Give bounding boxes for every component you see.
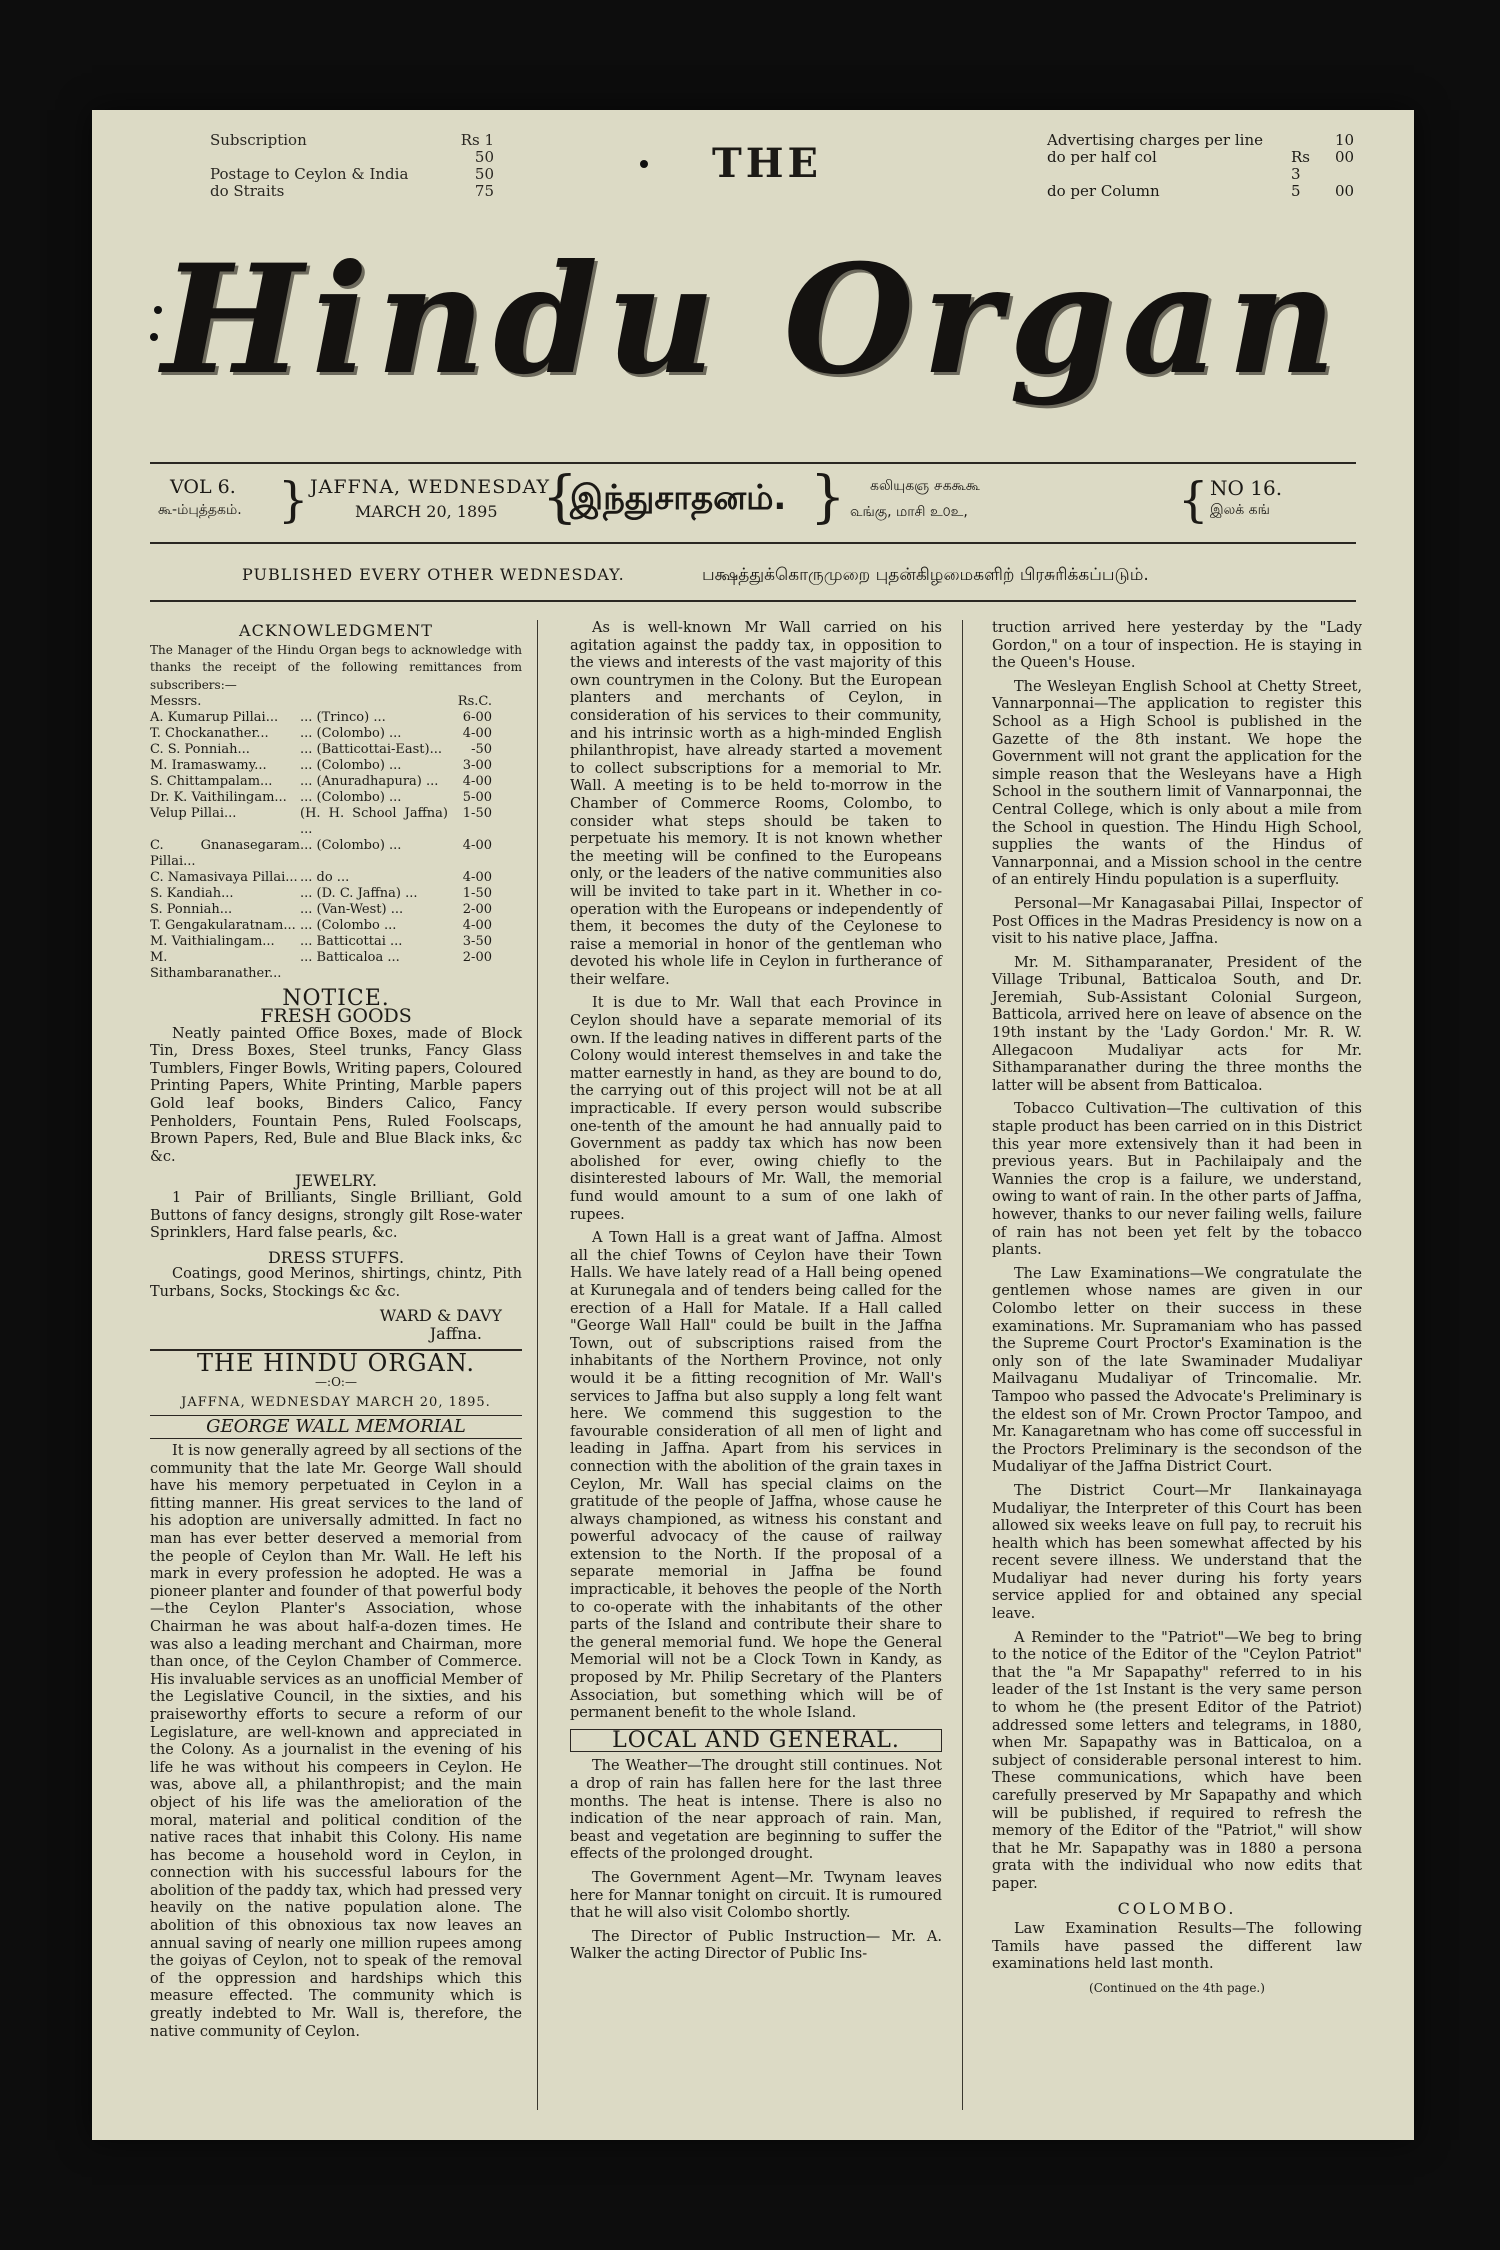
continued-note: (Continued on the 4th page.) bbox=[1089, 1980, 1265, 1995]
header-rule bbox=[150, 542, 1356, 544]
article-paragraph: The Weather—The drought still continues. Not a drop of rain has fallen here for the last three months. The heat is intense. There is also no indication of the near approach of rain. Man, beast and vegetation are beginning to suffer the effects of the prolonged drought. bbox=[570, 1758, 942, 1863]
article-paragraph: It is now generally agreed by all sections of the community that the late Mr. George Wall should have his memory perpetuated in Ceylon in a fitting manner. His great services to the land of his adoption are universally admitted. In fact no man has ever better deserved a memorial from the people of Ceylon than Mr. Wall. He left his mark in every profession he adopted. He was a pioneer planter and founder of that powerful body—the Ceylon Planter's Association, whose Chairman he was about half-a-dozen times. He was also a leading merchant and Chairman, more than once, of the Ceylon Chamber of Commerce. His invaluable services as an unofficial Member of the Legislative Council, in the sixties, and his praiseworthy efforts to secure a reform of our Legislature, are well-known and appreciated in the Colony. As a journalist in the evening of his life he was without his compeers in Ceylon. He was, above all, a philanthropist; and the main object of his life was the amelioration of the moral, material and political condition of the native races that inhabit this Colony. His name has become a household word in Ceylon, in connection with his successful labours for the abolition of the paddy tax, which had pressed very heavily on the native population alone. The abolition of this obnoxious tax now leaves an annual saving of nearly one million rupees among the goiyas of Ceylon, not to speak of the removal of the oppression and hardships which this measure effected. The community which is greatly indebted to Mr. Wall is, therefore, the native community of Ceylon. bbox=[150, 1443, 522, 2040]
column-2 bbox=[570, 620, 942, 1970]
jewelry-heading: JEWELRY. bbox=[295, 1171, 377, 1191]
column-1 bbox=[150, 620, 522, 2047]
place-date: JAFFNA, WEDNESDAY bbox=[310, 476, 550, 498]
local-general-heading: LOCAL AND GENERAL. bbox=[570, 1729, 942, 1753]
article-paragraph: Mr. M. Sithamparanater, President of the Village Tribunal, Batticaloa South, and Dr. Jeremiah, Sub-Assistant Colonial Surgeon, Batticola, arrived here on leave of absence on the 19th instant by the 'Lady Gordon.' Mr. R. W. Allegacoon Mudaliyar acts for Mr. Sithamparanather during the three months the latter will be absent from Batticaloa. bbox=[992, 954, 1362, 1094]
header-rule bbox=[150, 462, 1356, 464]
advertising-rates bbox=[1047, 132, 1365, 200]
subscription-row: Subscription Rs 1 50 bbox=[210, 131, 494, 166]
memorial-heading: GEORGE WALL MEMORIAL bbox=[150, 1415, 522, 1439]
list-item: S. Ponniah... ... (Van-West) ... 2-00 bbox=[150, 902, 492, 918]
acknowledgment-list bbox=[150, 694, 522, 982]
margin-mark bbox=[154, 306, 162, 314]
article-paragraph: The Law Examinations—We congratulate the gentlemen whose names are given in our Colombo letter on their success in these examinations. Mr. Supramaniam who has passed the Supreme Court Proctor's Examination is the only son of the late Swaminader Mudaliyar Mailvaganu Mudaliyar of Trincomalie. Mr. Tampoo who passed the Advocate's Preliminary is the eldest son of Mr. Crown Proctor Tampoo, and Mr. Kanagaretnam who has come off successful in the Proctors Preliminary is the secondson of the Mudaliyar of the Jaffna District Court. bbox=[992, 1265, 1362, 1476]
advertising-row: do per Column 5 00 bbox=[1047, 182, 1355, 200]
column-3 bbox=[992, 620, 1362, 1998]
fresh-goods-text: Neatly painted Office Boxes, made of Block Tin, Dress Boxes, Steel trunks, Fancy Glass Tumblers, Finger Bowls, Writing papers, Coloured Printing Papers, White Printing, Marble papers Gold leaf books, Binders Calico, Fancy Penholders, Fountain Pens, Ruled Foolscaps, Brown Papers, Red, Bule and Blue Black inks, &c &c. bbox=[150, 1025, 522, 1165]
masthead-the: THE bbox=[712, 140, 823, 187]
issue-number: NO 16. bbox=[1210, 476, 1283, 500]
kali-tamil: கலியுகஞ ௪ககூகூ bbox=[870, 478, 980, 494]
list-item: M. Vaithialingam... ... Batticottai ... 3-50 bbox=[150, 934, 492, 950]
article-paragraph: Personal—Mr Kanagasabai Pillai, Inspector of Post Offices in the Madras Presidency is now on a visit to his native place, Jaffna. bbox=[992, 895, 1362, 948]
brace-open: { bbox=[542, 465, 578, 530]
published-tamil: பக்ஷத்துக்கொருமுறை புதன்கிழமைகளிற் பிரசுரிக்கப்படும். bbox=[702, 565, 1149, 585]
article-paragraph: The Director of Public Instruction— Mr. A. Walker the acting Director of Public Ins- bbox=[570, 1928, 942, 1963]
list-item: Dr. K. Vaithilingam... ... (Colombo) ... 5-00 bbox=[150, 790, 492, 806]
list-item: A. Kumarup Pillai... ... (Trinco) ... 6-00 bbox=[150, 710, 492, 726]
brace-right: { bbox=[1178, 472, 1209, 528]
advertiser-name: WARD & DAVY bbox=[379, 1306, 502, 1326]
margin-mark bbox=[150, 333, 158, 341]
list-item: Velup Pillai... (H. H. School Jaffna) ... 1-50 bbox=[150, 806, 492, 838]
article-paragraph: The District Court—Mr Ilankainayaga Mudaliyar, the Interpreter of this Court has been allowed six weeks leave on full pay, to recruit his health which has been somewhat affected by his recent severe illness. We understand that the Mudaliyar had never during his forty years service applied for and obtained any special leave. bbox=[992, 1482, 1362, 1623]
article-paragraph: The Wesleyan English School at Chetty Street, Vannarponnai—The application to register this School as a High School is published in the Gazette of the 8th instant. We hope the Government will not grant the application for the simple reason that the Wesleyans have a High School in the southern limit of Vannarponnai, the Central College, which is only about a mile from the School in question. The Hindu High School, supplies the wants of the Hindus of Vannarponnai, and a Mission school in the centre of an entirely Hindu population is a superfluity. bbox=[992, 678, 1362, 889]
dress-stuffs-heading: DRESS STUFFS. bbox=[267, 1247, 405, 1267]
editorial-date: JAFFNA, WEDNESDAY MARCH 20, 1895. bbox=[181, 1394, 491, 1410]
list-item: T. Chockanather... ... (Colombo) ... 4-00 bbox=[150, 726, 492, 742]
list-item: Messrs. Rs.C. bbox=[150, 694, 492, 710]
list-item: M. Sithambaranather... ... Batticaloa ... 2-00 bbox=[150, 950, 492, 982]
header-rule bbox=[150, 600, 1356, 602]
article-paragraph: It is due to Mr. Wall that each Province in Ceylon should have a separate memorial of its own. If the leading natives in different parts of the Colony would interest themselves in and take the matter earnestly in hand, as they are bound to do, the carrying out of this project will not be at all impracticable. If every person would subscribe one-tenth of the amount he had annually paid to Government as paddy tax which has now been abolished for ever, owing chiefly to the disinterested labours of Mr. Wall, the memorial fund would amount to a sum of one lakh of rupees. bbox=[570, 995, 942, 1223]
advertising-row: Advertising charges per line 10 bbox=[1047, 131, 1355, 149]
column-divider bbox=[537, 620, 538, 2110]
masthead-title: Hindu Organ bbox=[161, 232, 1345, 408]
list-item: C. S. Ponniah... ... (Batticottai-East)... -50 bbox=[150, 742, 492, 758]
subscription-rates bbox=[210, 132, 494, 200]
article-paragraph: The Government Agent—Mr. Twynam leaves here for Mannar tonight on circuit. It is rumoured that he will also visit Colombo shortly. bbox=[570, 1869, 942, 1922]
jewelry-text: 1 Pair of Brilliants, Single Brilliant, Gold Buttons of fancy designs, strongly gilt Rose-water Sprinklers, Hard false pearls, &c. bbox=[150, 1189, 522, 1242]
list-item: C. Gnanasegaram Pillai... ... (Colombo) ... 4-00 bbox=[150, 838, 492, 870]
newspaper-page bbox=[92, 110, 1414, 2140]
subscription-row: do Straits 75 bbox=[210, 182, 494, 200]
editorial-masthead: THE HINDU ORGAN. bbox=[150, 1349, 522, 1373]
list-item: M. Iramaswamy... ... (Colombo) ... 3-00 bbox=[150, 758, 492, 774]
editorial-separator: —:O:— bbox=[315, 1375, 357, 1390]
list-item: T. Gengakularatnam... ... (Colombo ... 4-00 bbox=[150, 918, 492, 934]
volume-label: VOL 6. bbox=[170, 476, 236, 498]
fresh-goods-heading: FRESH GOODS bbox=[260, 1004, 412, 1027]
article-paragraph: A Reminder to the "Patriot"—We beg to bring to the notice of the Editor of the "Ceylon Patriot" that the "a Mr Sapapathy" referred to in his leader of the 1st Instant is the very same person to whom he (the present Editor of the Patriot) addressed some letters and telegrams, in 1880, when Mr. Sapapathy was in Batticaloa, on a subject of considerable personal interest to him. These communications, which have been carefully preserved by Mr Sapapathy and which will be published, if required to refresh the memory of the Editor of the "Patriot," will show that he Mr. Sapapathy was in 1880 a persona grata with the individual who now edits that paper. bbox=[992, 1629, 1362, 1892]
article-paragraph: A Town Hall is a great want of Jaffna. Almost all the chief Towns of Ceylon have their Town Halls. We have lately read of a Hall being opened at Kurunegala and of tenders being called for the erection of a Hall for Matale. If a Hall called "George Wall Hall" could be built in the Jaffna Town, out of subscriptions raised from the inhabitants of the Northern Province, not only would it be a fitting recognition of Mr. Wall's services to Jaffna but also supply a long felt want here. We commend this suggestion to the favourable consideration of all men of light and leading in Jaffna. Apart from his services in connection with the abolition of the grain taxes in Ceylon, Mr. Wall has special claims on the gratitude of the people of Jaffna, whose cause he always championed, as witness his constant and powerful advocacy of the cause of railway extension to the North. If the proposal of a separate memorial in Jaffna be found impracticable, it behoves the people of the North to co-operate with the inhabitants of the other parts of the Island and contribute their share to the general memorial fund. We hope the General Memorial will not be a Clock Town in Kandy, as proposed by Mr. Philip Secretary of the Planters Association, but something which will be of permanent benefit to the whole Island. bbox=[570, 1230, 942, 1722]
brace-close: } bbox=[810, 465, 846, 530]
tamil-date: ௳ங்கு, மாசி உ௦உ, bbox=[850, 504, 968, 520]
colombo-heading: COLOMBO. bbox=[1117, 1898, 1237, 1918]
list-item: C. Namasivaya Pillai... ... do ... 4-00 bbox=[150, 870, 492, 886]
issue-info-row bbox=[150, 465, 1356, 540]
advertising-row: do per half col Rs 3 00 bbox=[1047, 148, 1355, 183]
article-paragraph: As is well-known Mr Wall carried on his agitation against the paddy tax, in opposition to the views and interests of the vast majority of this own countrymen in the Colony. But the European planters and merchants of Ceylon, in consideration of his services to their community, and his intrinsic worth as a high-minded English philanthropist, have already started a movement to collect subscriptions for a memorial to Mr. Wall. A meeting is to be held to-morrow in the Chamber of Commerce Rooms, Colombo, to consider what steps should be taken to perpetuate his memory. It is not known whether the meeting will be confined to the Europeans only, or the leaders of the native communities also will be invited to take part in it. Whether in co-operation with the Europeans or independently of them, it becomes the duty of the Ceylonese to raise a memorial in honor of the gentleman who devoted his whole life in Ceylon in furtherance of their welfare. bbox=[570, 620, 942, 988]
brace-left: } bbox=[278, 472, 309, 528]
column-divider bbox=[962, 620, 963, 2110]
acknowledgment-intro: The Manager of the Hindu Organ begs to acknowledge with thanks the receipt of the following remittances from subscribers:— bbox=[150, 642, 522, 692]
volume-tamil: கூ-ம்புத்தகம். bbox=[158, 502, 242, 518]
issue-number-tamil: இலக் கங் bbox=[1210, 502, 1270, 518]
article-paragraph: Law Examination Results—The following Tamils have passed the different law examinations held last month. bbox=[992, 1921, 1362, 1973]
notice-heading: NOTICE. bbox=[282, 986, 390, 1012]
article-paragraph: truction arrived here yesterday by the "Lady Gordon," on a tour of inspection. He is staying in the Queen's House. bbox=[992, 620, 1362, 672]
list-item: S. Kandiah... ... (D. C. Jaffna) ... 1-50 bbox=[150, 886, 492, 902]
published-line: PUBLISHED EVERY OTHER WEDNESDAY. bbox=[242, 565, 625, 584]
title-tamil: இந்துசாதனம். bbox=[570, 478, 787, 518]
subscription-row: Postage to Ceylon & India 50 bbox=[210, 165, 494, 183]
issue-date: MARCH 20, 1895 bbox=[355, 502, 498, 521]
list-item: S. Chittampalam... ... (Anuradhapura) ... 4-00 bbox=[150, 774, 492, 790]
advertiser-place: Jaffna. bbox=[429, 1324, 482, 1344]
acknowledgment-heading: ACKNOWLEDGMENT bbox=[239, 621, 433, 640]
margin-mark bbox=[640, 160, 648, 168]
dress-stuffs-text: Coatings, good Merinos, shirtings, chintz, Pith Turbans, Socks, Stockings &c &c. bbox=[150, 1266, 522, 1300]
article-paragraph: Tobacco Cultivation—The cultivation of this staple product has been carried on in this District this year more extensively than it had been in previous years. But in Pachilaipaly and the Wannies the crop is a failure, we understand, owing to want of rain. In the other parts of Jaffna, however, thanks to our never failing wells, failure of rain has not been yet felt by the tobacco plants. bbox=[992, 1101, 1362, 1259]
